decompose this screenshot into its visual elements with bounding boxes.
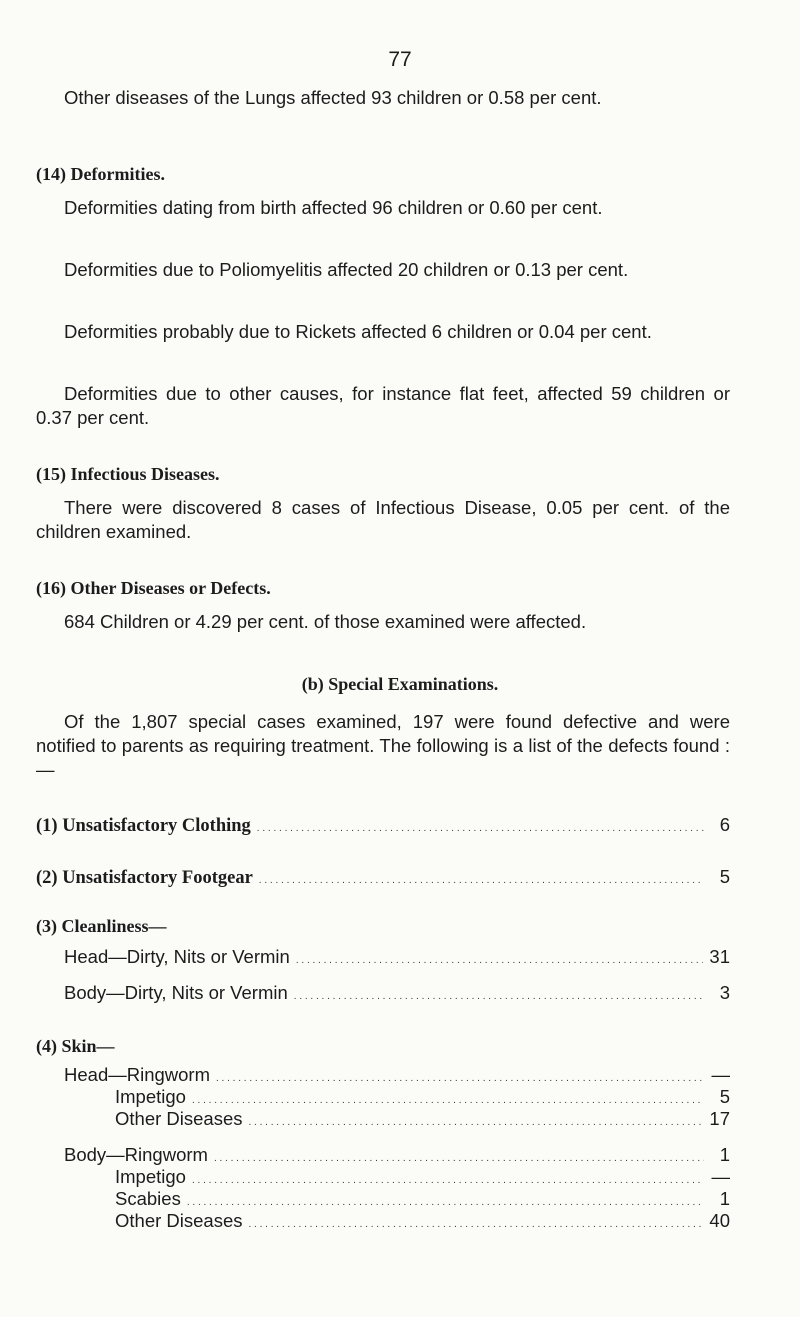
defect-value: 5 xyxy=(719,1086,730,1107)
defect-label: Impetigo xyxy=(115,1086,186,1107)
defect-label: Other Diseases xyxy=(115,1108,243,1129)
leader-dots xyxy=(257,814,704,836)
leader-dots xyxy=(294,982,704,1004)
special-heading: (b) Special Examinations. xyxy=(301,674,499,694)
defect-value: 1 xyxy=(719,1144,730,1165)
defect-label: (1) Unsatisfactory Clothing xyxy=(36,816,251,836)
defect-label: Body—Dirty, Nits or Vermin xyxy=(64,982,288,1003)
defect-value: — xyxy=(711,1166,730,1187)
defect-row-body-scabies xyxy=(115,1188,730,1210)
defect-row-body-impetigo xyxy=(115,1166,730,1188)
defect-label: Head—Dirty, Nits or Vermin xyxy=(64,946,290,967)
leader-dots xyxy=(259,866,704,888)
lungs-paragraph: Other diseases of the Lungs affected 93 children or 0.58 per cent. xyxy=(64,87,602,108)
defect-row-clothing xyxy=(36,814,730,837)
defect-value: 3 xyxy=(719,982,730,1003)
leader-dots xyxy=(214,1144,704,1166)
defect-row-head-dirty xyxy=(64,946,730,968)
defect-label: Body—Ringworm xyxy=(64,1144,208,1165)
deformities-other-paragraph: Deformities due to other causes, for instance flat feet, affected 59 children or 0.37 per cent. xyxy=(36,383,730,428)
defect-label: Impetigo xyxy=(115,1166,186,1187)
defect-row-body-dirty xyxy=(64,982,730,1004)
infectious-paragraph: There were discovered 8 cases of Infectious Disease, 0.05 per cent. of the children examined. xyxy=(36,497,730,542)
other-diseases-paragraph: 684 Children or 4.29 per cent. of those examined were affected. xyxy=(64,611,587,632)
leader-dots xyxy=(192,1166,704,1188)
deformities-birth-paragraph: Deformities dating from birth affected 96 children or 0.60 per cent. xyxy=(64,197,603,218)
other-diseases-heading: (16) Other Diseases or Defects. xyxy=(36,578,271,598)
leader-dots xyxy=(296,946,704,968)
leader-dots xyxy=(249,1210,704,1232)
defect-row-head-ringworm xyxy=(64,1064,730,1086)
infectious-heading: (15) Infectious Diseases. xyxy=(36,464,220,484)
defect-label: (2) Unsatisfactory Footgear xyxy=(36,868,253,888)
page-number: 77 xyxy=(388,48,412,71)
defect-label: Head—Ringworm xyxy=(64,1064,210,1085)
deformities-polio-paragraph: Deformities due to Poliomyelitis affected 20 children or 0.13 per cent. xyxy=(64,259,629,280)
leader-dots xyxy=(187,1188,704,1210)
defect-row-head-other xyxy=(115,1108,730,1130)
leader-dots xyxy=(216,1064,704,1086)
defect-row-body-ringworm xyxy=(64,1144,730,1166)
defect-row-body-other xyxy=(115,1210,730,1232)
leader-dots xyxy=(249,1108,704,1130)
special-paragraph: Of the 1,807 special cases examined, 197 were found defective and were notified to parents as requiring treatment. The following is a list of the defects found :— xyxy=(36,711,730,780)
defect-value: 6 xyxy=(719,814,730,835)
defect-value: 40 xyxy=(709,1210,730,1231)
cleanliness-heading: (3) Cleanliness— xyxy=(36,916,167,936)
defect-row-head-impetigo xyxy=(115,1086,730,1108)
leader-dots xyxy=(192,1086,704,1108)
defect-label: Scabies xyxy=(115,1188,181,1209)
skin-heading: (4) Skin— xyxy=(36,1036,115,1056)
defect-row-footgear xyxy=(36,866,730,889)
deformities-rickets-paragraph: Deformities probably due to Rickets affected 6 children or 0.04 per cent. xyxy=(64,321,652,342)
defect-value: 17 xyxy=(709,1108,730,1129)
defect-label: Other Diseases xyxy=(115,1210,243,1231)
defect-value: 31 xyxy=(709,946,730,967)
deformities-heading: (14) Deformities. xyxy=(36,164,165,184)
defect-value: 1 xyxy=(719,1188,730,1209)
defect-value: 5 xyxy=(719,866,730,887)
defect-value: — xyxy=(711,1064,730,1085)
